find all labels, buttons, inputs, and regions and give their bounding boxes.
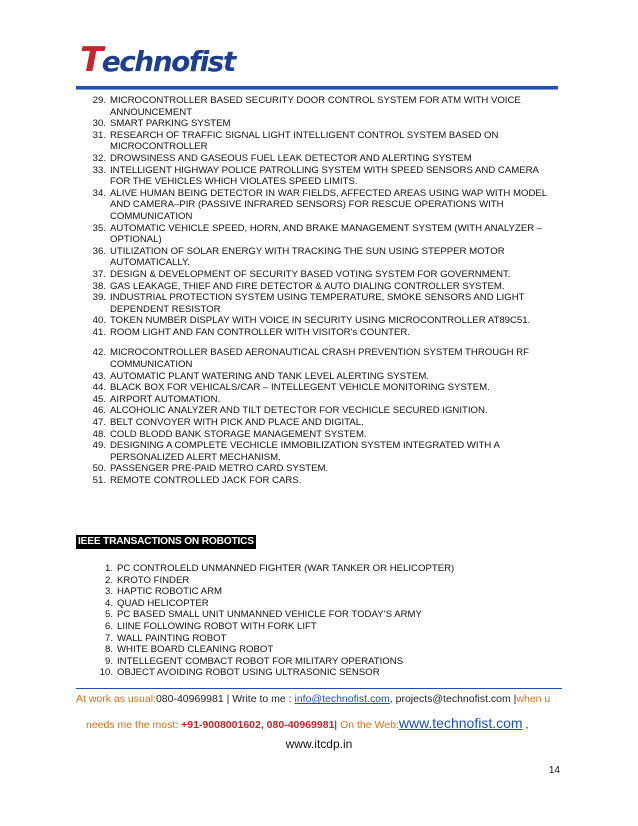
footer-rule bbox=[76, 688, 562, 689]
footer-sep: | bbox=[334, 719, 341, 731]
list-item-number: 48. bbox=[92, 428, 106, 440]
list-item-text: PC BASED SMALL UNIT UNMANNED VEHICLE FOR TODAY’S ARMY bbox=[117, 609, 422, 621]
list-item-text: MICROCONTROLLER BASED AERONAUTICAL CRASH PREVENTION SYSTEM THROUGH RF COMMUNICATION bbox=[110, 347, 529, 371]
logo-rest: echnofist bbox=[101, 45, 235, 78]
list-item bbox=[88, 153, 558, 165]
footer-line-3 bbox=[0, 737, 638, 751]
list-item-number: 45. bbox=[92, 393, 106, 405]
list-item-number: 32. bbox=[92, 152, 106, 164]
list-item-text: ROOM LIGHT AND FAN CONTROLLER WITH VISITOR's COUNTER. bbox=[110, 326, 410, 338]
footer-write: | Write to me : bbox=[223, 693, 295, 705]
list-item bbox=[88, 281, 558, 293]
list-item bbox=[88, 223, 558, 246]
list-item-text: INTELLEGENT COMBACT ROBOT FOR MILITARY OPERATIONS bbox=[117, 655, 404, 667]
list-item-text: AUTOMATIC VEHICLE SPEED, HORN, AND BRAKE MANAGEMENT SYSTEM (WITH ANALYZER – OPTIONAL) bbox=[110, 222, 543, 246]
footer-mobile: +91-9008001602, 080-40969981 bbox=[181, 719, 335, 731]
list-item bbox=[95, 609, 555, 621]
list-item-text: HAPTIC ROBOTIC ARM bbox=[117, 586, 223, 598]
list-item-text: DESIGN & DEVELOPMENT OF SECURITY BASED VOTING SYSTEM FOR GOVERNMENT. bbox=[110, 268, 511, 280]
list-item bbox=[95, 667, 555, 679]
list-item-text: REMOTE CONTROLLED JACK FOR CARS. bbox=[110, 475, 302, 486]
list-item bbox=[95, 656, 555, 668]
list-item-number: 36. bbox=[92, 245, 106, 257]
list-item-text: DROWSINESS AND GASEOUS FUEL LEAK DETECTOR AND ALERTING SYSTEM bbox=[110, 152, 472, 164]
list-item-text: AIRPORT AUTOMATION. bbox=[110, 393, 221, 405]
list-item-number: 4. bbox=[104, 597, 113, 609]
footer-comma: , bbox=[522, 719, 529, 731]
list-item-text: BELT CONVOYER WITH PICK AND PLACE AND DIGITAL. bbox=[110, 417, 364, 429]
list-item bbox=[88, 429, 558, 441]
list-item-number: 3. bbox=[104, 586, 113, 598]
list-item-number: 29. bbox=[92, 95, 106, 106]
list-item bbox=[88, 327, 558, 339]
list-item-number: 35. bbox=[92, 222, 106, 234]
list-item-number: 51. bbox=[92, 475, 106, 486]
list-item-text: PC CONTROLELD UNMANNED FIGHTER (WAR TANKER OR HELICOPTER) bbox=[117, 563, 455, 574]
logo-initial: T bbox=[80, 40, 102, 80]
list-item-text: MICROCONTROLLER BASED SECURITY DOOR CONTROL SYSTEM FOR ATM WITH VOICE ANNOUNCEMENT bbox=[110, 95, 521, 118]
list-item-number: 40. bbox=[92, 315, 106, 327]
list-item-number: 46. bbox=[92, 405, 106, 417]
list-item bbox=[88, 382, 558, 394]
list-item-text: RESEARCH OF TRAFFIC SIGNAL LIGHT INTELLIGENT CONTROL SYSTEM BASED ON MICROCONTROLLER bbox=[110, 129, 499, 153]
footer-projects-email: , projects@technofist.com | bbox=[389, 693, 517, 705]
list-item-number: 10. bbox=[99, 667, 113, 679]
list-item-text: SMART PARKING SYSTEM bbox=[110, 118, 231, 130]
footer-website-link[interactable]: www.technofist.com bbox=[398, 716, 523, 731]
list-item bbox=[95, 586, 555, 598]
page-number: 14 bbox=[548, 765, 560, 776]
list-item-number: 7. bbox=[104, 632, 113, 644]
list-item-number: 34. bbox=[92, 187, 106, 199]
footer-email-link[interactable]: info@technofist.com bbox=[294, 693, 390, 705]
list-item-text: INTELLIGENT HIGHWAY POLICE PATROLLING SYSTEM WITH SPEED SENSORS AND CAMERA FOR THE VEHICLES WHICH VIOLATES SPEED LIMITS. bbox=[110, 164, 539, 188]
list-item-number: 31. bbox=[92, 129, 106, 141]
footer-phone: 080-40969981 bbox=[155, 693, 224, 705]
list-item bbox=[88, 95, 558, 118]
list-item-number: 38. bbox=[92, 280, 106, 292]
footer-line-1 bbox=[76, 692, 562, 706]
list-item-text: COLD BLODD BANK STORAGE MANAGEMENT SYSTEM. bbox=[110, 428, 367, 440]
list-item-text: WHITE BOARD CLEANING ROBOT bbox=[117, 644, 274, 656]
list-item-text: QUAD HELICOPTER bbox=[117, 597, 209, 609]
header-rule-thin bbox=[76, 89, 558, 90]
list-item-text: INDUSTRIAL PROTECTION SYSTEM USING TEMPERATURE, SMOKE SENSORS AND LIGHT DEPENDENT RESISTOR bbox=[110, 292, 525, 315]
list-item-number: 50. bbox=[92, 463, 106, 475]
list-item bbox=[88, 165, 558, 188]
list-item bbox=[95, 621, 555, 633]
list-item-number: 1. bbox=[104, 563, 113, 574]
list-item-number: 49. bbox=[92, 440, 106, 452]
footer-label-work: At work as usual: bbox=[76, 693, 156, 705]
list-item-number: 6. bbox=[104, 620, 113, 632]
list-item-number: 30. bbox=[92, 118, 106, 130]
list-item-number: 2. bbox=[104, 574, 113, 586]
list-item bbox=[88, 417, 558, 429]
list-item-number: 41. bbox=[92, 326, 106, 338]
list-item-text: DESIGNING A COMPLETE VECHICLE IMMOBILIZATION SYSTEM INTEGRATED WITH A PERSONALIZED ALERT MECHANISM. bbox=[110, 440, 500, 463]
list-item bbox=[88, 394, 558, 406]
list-item-text: ALIVE HUMAN BEING DETECTOR IN WAR FIELDS, AFFECTED AREAS USING WAP WITH MODEL AND CAMERA–PIR (PASSIVE INFRARED SENSORS) FOR RESCUE OPERATIONS WITH COMMUNICATION bbox=[110, 187, 547, 222]
list-item-number: 44. bbox=[92, 382, 106, 394]
list-item bbox=[88, 188, 558, 223]
list-item bbox=[88, 118, 558, 130]
list-item-text: ALCOHOLIC ANALYZER AND TILT DETECTOR FOR VECHICLE SECURED IGNITION. bbox=[110, 405, 488, 417]
list-item-text: OBJECT AVOIDING ROBOT USING ULTRASONIC SENSOR bbox=[117, 667, 380, 679]
project-list-continued bbox=[88, 95, 558, 487]
list-item-text: GAS LEAKAGE, THIEF AND FIRE DETECTOR & AUTO DIALING CONTROLLER SYSTEM. bbox=[110, 280, 505, 292]
list-item-text: WALL PAINTING ROBOT bbox=[117, 632, 227, 644]
list-item-number: 47. bbox=[92, 417, 106, 429]
list-item-text: BLACK BOX FOR VEHICALS/CAR – INTELLEGENT VEHICLE MONITORING SYSTEM. bbox=[110, 382, 490, 394]
robotics-project-list bbox=[95, 563, 555, 679]
list-item-number: 37. bbox=[92, 268, 106, 280]
footer-line-2 bbox=[86, 716, 572, 732]
list-item bbox=[88, 405, 558, 417]
list-item bbox=[95, 633, 555, 645]
list-item bbox=[95, 598, 555, 610]
list-item-text: KROTO FINDER bbox=[117, 574, 190, 586]
list-item bbox=[88, 475, 558, 487]
list-item bbox=[88, 315, 558, 327]
list-item-text: PASSENGER PRE-PAID METRO CARD SYSTEM. bbox=[110, 463, 329, 475]
footer-needs: needs me the most: bbox=[86, 719, 182, 731]
list-item bbox=[88, 292, 558, 315]
list-item-text: AUTOMATIC PLANT WATERING AND TANK LEVEL ALERTING SYSTEM. bbox=[110, 370, 429, 382]
list-item bbox=[95, 575, 555, 587]
footer-itcdp[interactable]: www.itcdp.in bbox=[285, 737, 353, 751]
list-item-number: 33. bbox=[92, 164, 106, 176]
footer-when: when u bbox=[516, 693, 551, 705]
list-item-text: UTILIZATION OF SOLAR ENERGY WITH TRACKING THE SUN USING STEPPER MOTOR AUTOMATICALLY. bbox=[110, 245, 505, 269]
section-heading-robotics: IEEE TRANSACTIONS ON ROBOTICS bbox=[78, 536, 254, 547]
footer-web-label: On the Web: bbox=[340, 719, 399, 731]
list-item-number: 5. bbox=[104, 609, 113, 621]
list-item-number: 39. bbox=[92, 292, 106, 304]
list-item bbox=[88, 440, 558, 463]
list-item-text: TOKEN NUMBER DISPLAY WITH VOICE IN SECURITY USING MICROCONTROLLER AT89C51. bbox=[110, 315, 531, 327]
list-item bbox=[88, 130, 558, 153]
list-item bbox=[88, 347, 558, 370]
list-item-number: 8. bbox=[104, 644, 113, 656]
list-item bbox=[88, 246, 558, 269]
list-item bbox=[95, 644, 555, 656]
list-item-number: 42. bbox=[92, 347, 106, 359]
list-item bbox=[95, 563, 555, 575]
list-item bbox=[88, 371, 558, 383]
list-item-number: 43. bbox=[92, 370, 106, 382]
list-item bbox=[88, 269, 558, 281]
list-item-text: LIINE FOLLOWING ROBOT WITH FORK LIFT bbox=[117, 620, 317, 632]
list-item bbox=[88, 463, 558, 475]
list-item-number: 9. bbox=[104, 655, 113, 667]
logo-wordmark bbox=[80, 40, 235, 80]
